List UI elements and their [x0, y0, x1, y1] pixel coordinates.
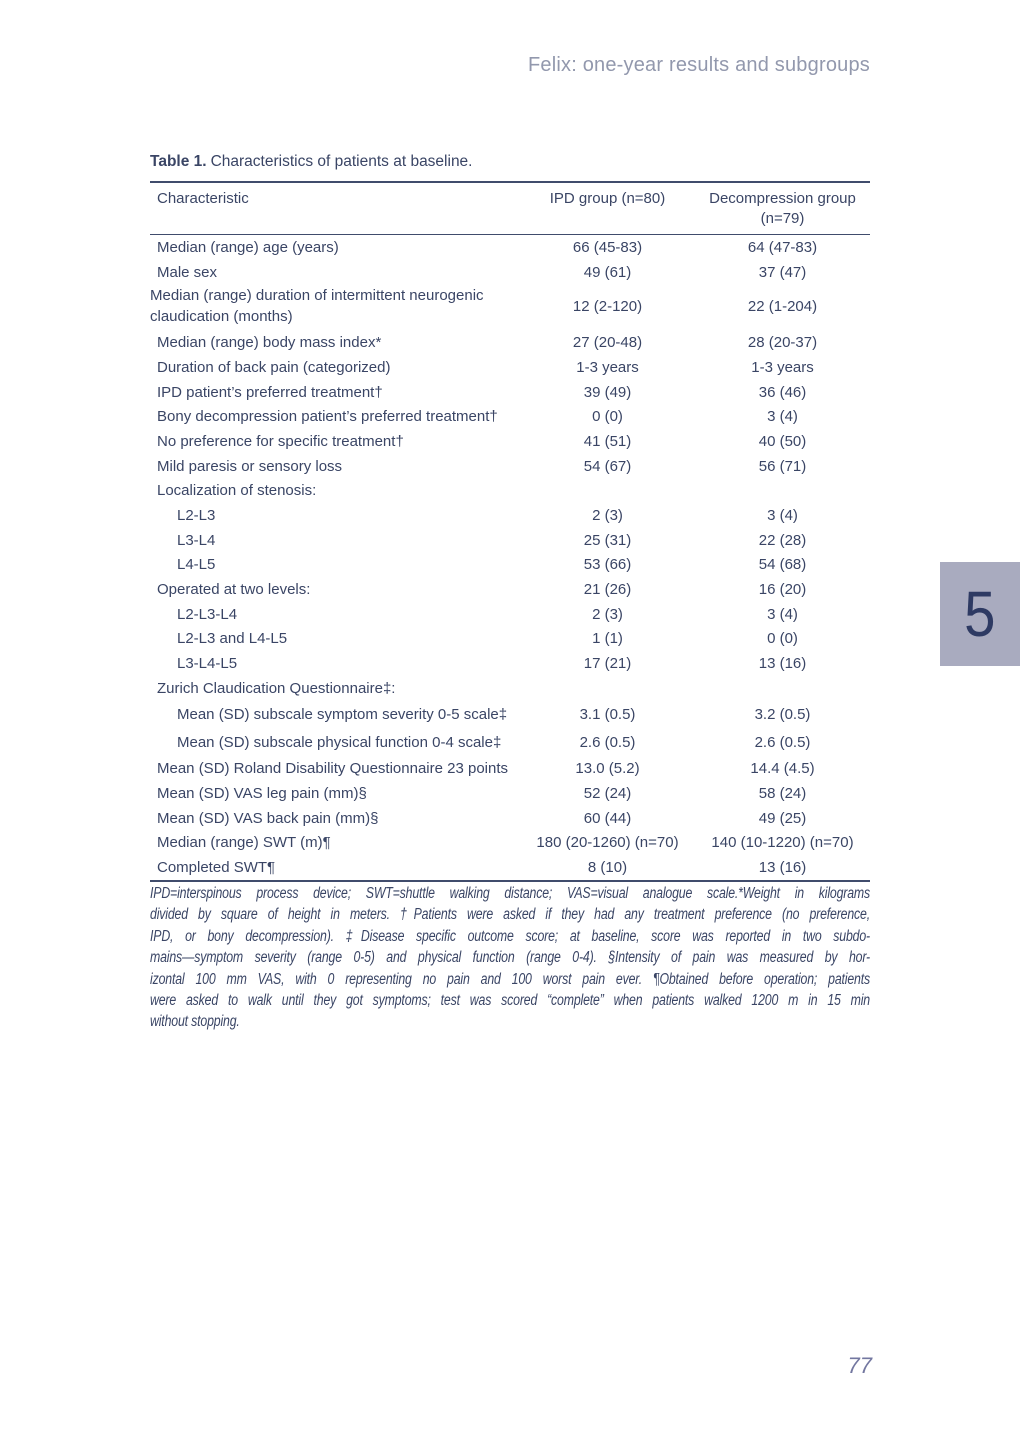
row-label: Median (range) age (years)	[157, 238, 339, 256]
row-label: Mean (SD) VAS back pain (mm)§	[157, 809, 379, 827]
column-header-decompression-group	[695, 182, 870, 235]
row-value-ipd: 49 (61)	[583, 263, 632, 281]
row-value-ipd: 2 (3)	[592, 507, 623, 525]
row-value-decompression	[695, 676, 870, 701]
row-value-ipd: 21 (26)	[583, 581, 632, 599]
row-label: Median (range) duration of intermittent neurogenic claudication (months)	[150, 287, 484, 325]
baseline-characteristics-table	[150, 181, 870, 882]
row-value-decompression: 3 (4)	[767, 408, 798, 426]
row-label: Zurich Claudication Questionnaire‡:	[157, 679, 396, 697]
row-value-decompression: 3 (4)	[767, 507, 798, 525]
row-value-decompression: 37 (47)	[758, 263, 807, 281]
row-value-decompression: 64 (47-83)	[747, 238, 818, 256]
row-value-ipd: 1 (1)	[592, 630, 623, 648]
row-label: Bony decompression patient’s preferred treatment†	[157, 408, 498, 426]
row-value-decompression: 1-3 years	[751, 358, 814, 376]
table-row	[150, 479, 870, 504]
table-row	[150, 830, 870, 855]
row-value-ipd: 12 (2-120)	[572, 297, 643, 315]
row-value-decompression: 140 (10-1220) (n=70)	[711, 834, 854, 852]
column-header-decompression-line2: (n=79)	[760, 210, 805, 227]
column-header-decompression-line1: Decompression group	[709, 190, 856, 207]
row-label: Localization of stenosis:	[157, 482, 317, 500]
row-label: Median (range) body mass index*	[157, 334, 382, 352]
table-row	[150, 627, 870, 652]
row-label: Mean (SD) subscale symptom severity 0-5 scale‡	[177, 706, 508, 724]
row-value-decompression: 14.4 (4.5)	[750, 760, 815, 778]
row-value-decompression: 36 (46)	[758, 383, 807, 401]
table-row	[150, 528, 870, 553]
row-value-ipd: 66 (45-83)	[572, 238, 643, 256]
row-value-ipd: 25 (31)	[583, 531, 632, 549]
row-value-decompression: 22 (1-204)	[747, 297, 818, 315]
row-label: Mean (SD) subscale physical function 0-4 scale‡	[177, 733, 502, 751]
chapter-number: 5	[964, 578, 996, 650]
footnote-line: IPD=interspinous process device; SWT=shuttle walking distance; VAS=visual analogue scale.*Weight in kilograms	[150, 885, 870, 902]
row-value-ipd: 8 (10)	[587, 858, 628, 876]
table-row	[150, 380, 870, 405]
table-row	[150, 404, 870, 429]
row-value-decompression: 0 (0)	[767, 630, 798, 648]
row-value-decompression: 49 (25)	[758, 809, 807, 827]
table-row	[150, 454, 870, 479]
row-value-decompression: 22 (28)	[758, 531, 807, 549]
table-row	[150, 728, 870, 756]
row-value-ipd: 13.0 (5.2)	[575, 760, 640, 778]
table-row	[150, 355, 870, 380]
column-header-ipd-group: IPD group (n=80)	[520, 182, 695, 235]
table-row	[150, 855, 870, 881]
row-value-ipd: 39 (49)	[583, 383, 632, 401]
row-label: Mean (SD) Roland Disability Questionnaire 23 points	[157, 760, 509, 778]
table-title	[150, 153, 870, 171]
table-row	[150, 330, 870, 355]
table-row	[150, 701, 870, 729]
table-row	[150, 429, 870, 454]
column-header-characteristic: Characteristic	[150, 182, 520, 235]
row-value-ipd: 41 (51)	[583, 432, 632, 450]
row-value-ipd: 54 (67)	[583, 457, 632, 475]
row-label: L2-L3-L4	[177, 605, 238, 623]
row-value-ipd: 180 (20-1260) (n=70)	[536, 834, 679, 852]
table-row	[150, 553, 870, 578]
row-label: L3-L4	[177, 531, 216, 549]
row-value-decompression: 40 (50)	[758, 432, 807, 450]
row-value-decompression: 13 (16)	[758, 655, 807, 673]
row-value-decompression: 2.6 (0.5)	[754, 733, 811, 751]
row-label: Male sex	[157, 263, 218, 281]
row-label: L2-L3 and L4-L5	[177, 630, 288, 648]
footnote-line: mains—symptom severity (range 0-5) and physical function (range 0-4). §Intensity of pain was measured by hor-	[150, 949, 870, 967]
row-value-ipd	[520, 676, 695, 701]
row-label: Median (range) SWT (m)¶	[157, 834, 331, 852]
footnote-line: were asked to walk until they got symptoms; test was scored “complete” when patients walked 1200 m in 15 min	[150, 992, 870, 1010]
row-value-ipd: 2.6 (0.5)	[579, 733, 636, 751]
row-value-ipd: 1-3 years	[576, 358, 639, 376]
table-row	[150, 756, 870, 781]
row-value-decompression: 56 (71)	[758, 457, 807, 475]
row-value-ipd: 2 (3)	[592, 605, 623, 623]
table-row	[150, 284, 870, 330]
row-label: Completed SWT¶	[157, 858, 276, 876]
table-title-text: Characteristics of patients at baseline.	[210, 153, 473, 170]
row-value-decompression: 28 (20-37)	[747, 334, 818, 352]
row-value-decompression: 3 (4)	[767, 605, 798, 623]
row-value-decompression: 3.2 (0.5)	[754, 706, 811, 724]
table-row	[150, 806, 870, 831]
table-row	[150, 577, 870, 602]
table-row	[150, 676, 870, 701]
row-label: L3-L4-L5	[177, 655, 238, 673]
row-label: Mild paresis or sensory loss	[157, 457, 343, 475]
row-value-decompression: 16 (20)	[758, 581, 807, 599]
row-value-ipd: 3.1 (0.5)	[579, 706, 636, 724]
row-value-ipd: 52 (24)	[583, 784, 632, 802]
row-value-decompression: 54 (68)	[758, 556, 807, 574]
chapter-tab	[940, 562, 1020, 666]
row-value-ipd: 53 (66)	[583, 556, 632, 574]
row-label: IPD patient’s preferred treatment†	[157, 383, 383, 401]
row-value-ipd	[520, 479, 695, 504]
row-value-ipd: 17 (21)	[583, 655, 632, 673]
row-label: Operated at two levels:	[157, 581, 311, 599]
table-row	[150, 503, 870, 528]
table-row	[150, 260, 870, 285]
footnote-line: izontal 100 mm VAS, with 0 representing no pain and 100 worst pain ever. ¶Obtained before operation; patients	[150, 970, 870, 988]
footnote-line: without stopping.	[150, 1013, 240, 1031]
row-value-decompression: 13 (16)	[758, 858, 807, 876]
row-value-decompression	[695, 479, 870, 504]
row-label: No preference for specific treatment†	[157, 432, 404, 450]
page-number: 77	[847, 1353, 872, 1378]
row-label: L4-L5	[177, 556, 216, 574]
footnote-line: divided by square of height in meters. †Patients were asked if they had any treatment preference (no preference,	[150, 906, 870, 924]
table-header-row	[150, 182, 870, 235]
row-label: Mean (SD) VAS leg pain (mm)§	[157, 784, 367, 802]
running-head: Felix: one-year results and subgroups	[527, 54, 870, 76]
row-value-decompression: 58 (24)	[758, 784, 807, 802]
footnote-line: IPD, or bony decompression). ‡Disease specific outcome score; at baseline, score was reported in two subdo-	[150, 927, 870, 945]
table-row	[150, 602, 870, 627]
table-row	[150, 235, 870, 260]
table-footnote	[150, 883, 870, 1033]
table-title-label: Table 1.	[150, 153, 207, 170]
table-row	[150, 781, 870, 806]
row-label: Duration of back pain (categorized)	[157, 358, 391, 376]
row-value-ipd: 27 (20-48)	[572, 334, 643, 352]
table-row	[150, 651, 870, 676]
row-label: L2-L3	[177, 507, 216, 525]
row-value-ipd: 60 (44)	[583, 809, 632, 827]
row-value-ipd: 0 (0)	[592, 408, 623, 426]
